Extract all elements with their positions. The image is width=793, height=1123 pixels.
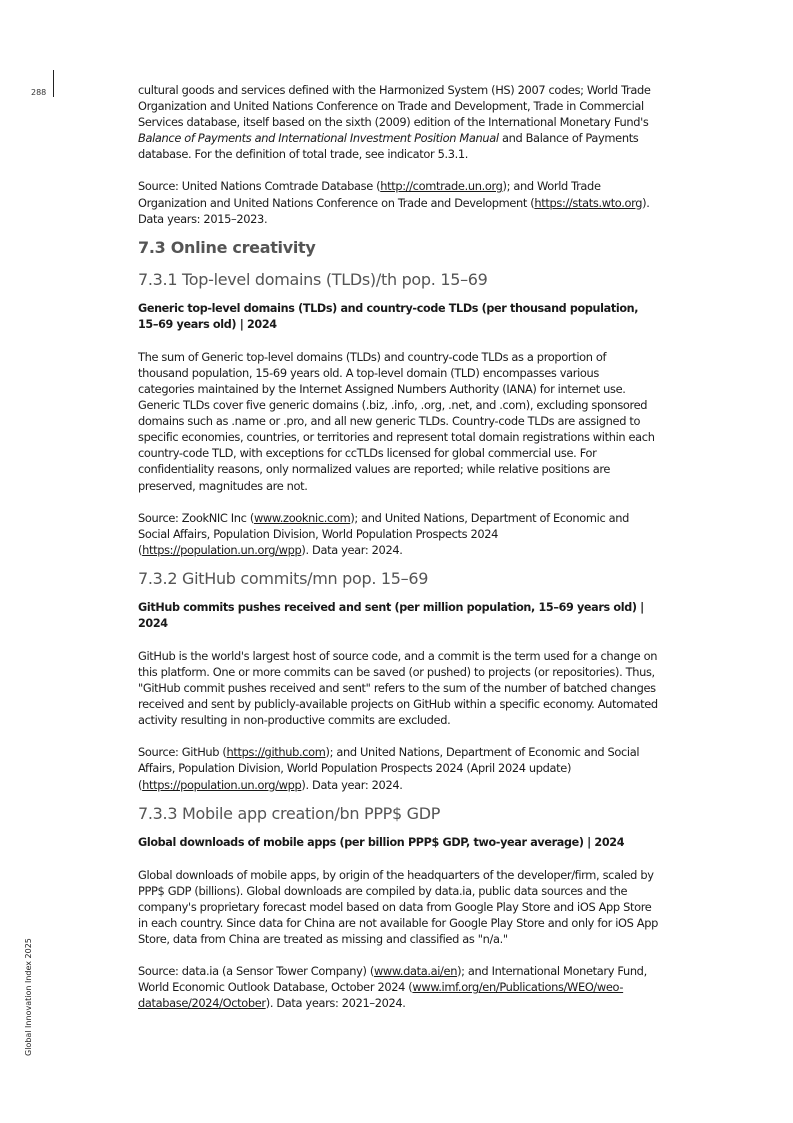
indicator-title-7-3-2: 7.3.2 GitHub commits/mn pop. 15–69	[138, 568, 429, 588]
indicator-source-7-3-2: Source: GitHub (https://github.com); and United Nations, Department of Economic and Social Affairs, Population Division, World Population Prospects 2024 (April 2024 update) (https://population.un.org/wpp). Data year: 2024.	[138, 745, 640, 792]
population-link[interactable]: https://population.un.org/wpp	[142, 777, 302, 792]
intro-source: Source: United Nations Comtrade Database (http://comtrade.un.org); and World Trade Organization and United Nations Conference on Trade and Development (https://stats.wto.org). Data years: 2015–2023.	[138, 179, 650, 226]
population-link[interactable]: https://population.un.org/wpp	[142, 542, 302, 557]
margin-rule	[53, 70, 54, 97]
data-ai-link[interactable]: www.data.ai/en	[373, 964, 458, 979]
indicator-title-7-3-3: 7.3.3 Mobile app creation/bn PPP$ GDP	[138, 803, 441, 823]
wto-link[interactable]: https://stats.wto.org	[534, 195, 643, 210]
indicator-subtitle-7-3-2: GitHub commits pushes received and sent (per million population, 15–69 years old) | 2024	[138, 600, 644, 630]
zooknic-link[interactable]: www.zooknic.com	[253, 510, 351, 525]
running-footer-label: Global Innovation Index 2025	[24, 938, 33, 1056]
indicator-subtitle-7-3-1: Generic top-level domains (TLDs) and country-code TLDs (per thousand population, 15–69 years old) | 2024	[138, 301, 639, 331]
manual-title: Balance of Payments and International Investment Position Manual	[138, 131, 499, 146]
page-number: 288	[31, 88, 47, 97]
indicator-body-7-3-2: GitHub is the world's largest host of source code, and a commit is the term used for a change on this platform. One or more commits can be saved (or pushed) to projects (or repositories). Thus, "GitHub commit pushes received and sent" refers to the sum of the number of batched changes received and sent by publicly-available projects on GitHub within a specific economy. Automated activity resulting in non-productive commits are excluded.	[138, 648, 658, 728]
indicator-subtitle-7-3-3: Global downloads of mobile apps (per billion PPP$ GDP, two-year average) | 2024	[138, 835, 625, 849]
indicator-source-7-3-3: Source: data.ia (a Sensor Tower Company) (www.data.ai/en); and International Monetary Fund, World Economic Outlook Database, October 2024 (www.imf.org/en/Publications/WEO/weo-database/2024/October). Data years: 2021–2024.	[138, 964, 647, 1011]
imf-link[interactable]: www.imf.org/en/Publications/WEO/weo-database/2024/October	[138, 980, 624, 1011]
indicator-title-7-3-1: 7.3.1 Top-level domains (TLDs)/th pop. 15–69	[138, 269, 488, 289]
indicator-body-7-3-3: Global downloads of mobile apps, by origin of the headquarters of the developer/firm, scaled by PPP$ GDP (billions). Global downloads are compiled by data.ia, public data sources and the company's proprietary forecast model based on data from Google Play Store and iOS App Store in each country. Since data for China are not available for Google Play Store and only for iOS App Store, data from China are treated as missing and classified as "n/a."	[138, 867, 659, 946]
intro-paragraph: cultural goods and services defined with the Harmonized System (HS) 2007 codes; World Trade Organization and United Nations Conference on Trade and Development, Trade in Commercial Services database, itself based on the sixth (2009) edition of the International Monetary Fund's Balance of Payments and International Investment Position Manual and Balance of Payments database. For the definition of total trade, see indicator 5.3.1.	[138, 83, 651, 162]
main-content	[138, 82, 658, 1011]
github-link[interactable]: https://github.com	[226, 745, 326, 760]
comtrade-link[interactable]: http://comtrade.un.org	[380, 179, 503, 194]
indicator-source-7-3-1: Source: ZookNIC Inc (www.zooknic.com); and United Nations, Department of Economic and Social Affairs, Population Division, World Population Prospects 2024 (https://population.un.org/wpp). Data year: 2024.	[138, 510, 630, 557]
section-title: 7.3 Online creativity	[138, 237, 316, 257]
indicator-body-7-3-1: The sum of Generic top-level domains (TLDs) and country-code TLDs as a proportion of thousand population, 15-69 years old. A top-level domain (TLD) encompasses various categories maintained by the Internet Assigned Numbers Authority (IANA) for internet use. Generic TLDs cover five generic domains (.biz, .info, .org, .net, and .com), excluding sponsored domains such as .name or .pro, and all new generic TLDs. Country-code TLDs are assigned to specific economies, countries, or territories and represent total domain registrations within each country-code TLD, with exceptions for ccTLDs licensed for global commercial use. For confidentiality reasons, only normalized values are reported; while relative positions are preserved, magnitudes are not.	[138, 349, 655, 493]
